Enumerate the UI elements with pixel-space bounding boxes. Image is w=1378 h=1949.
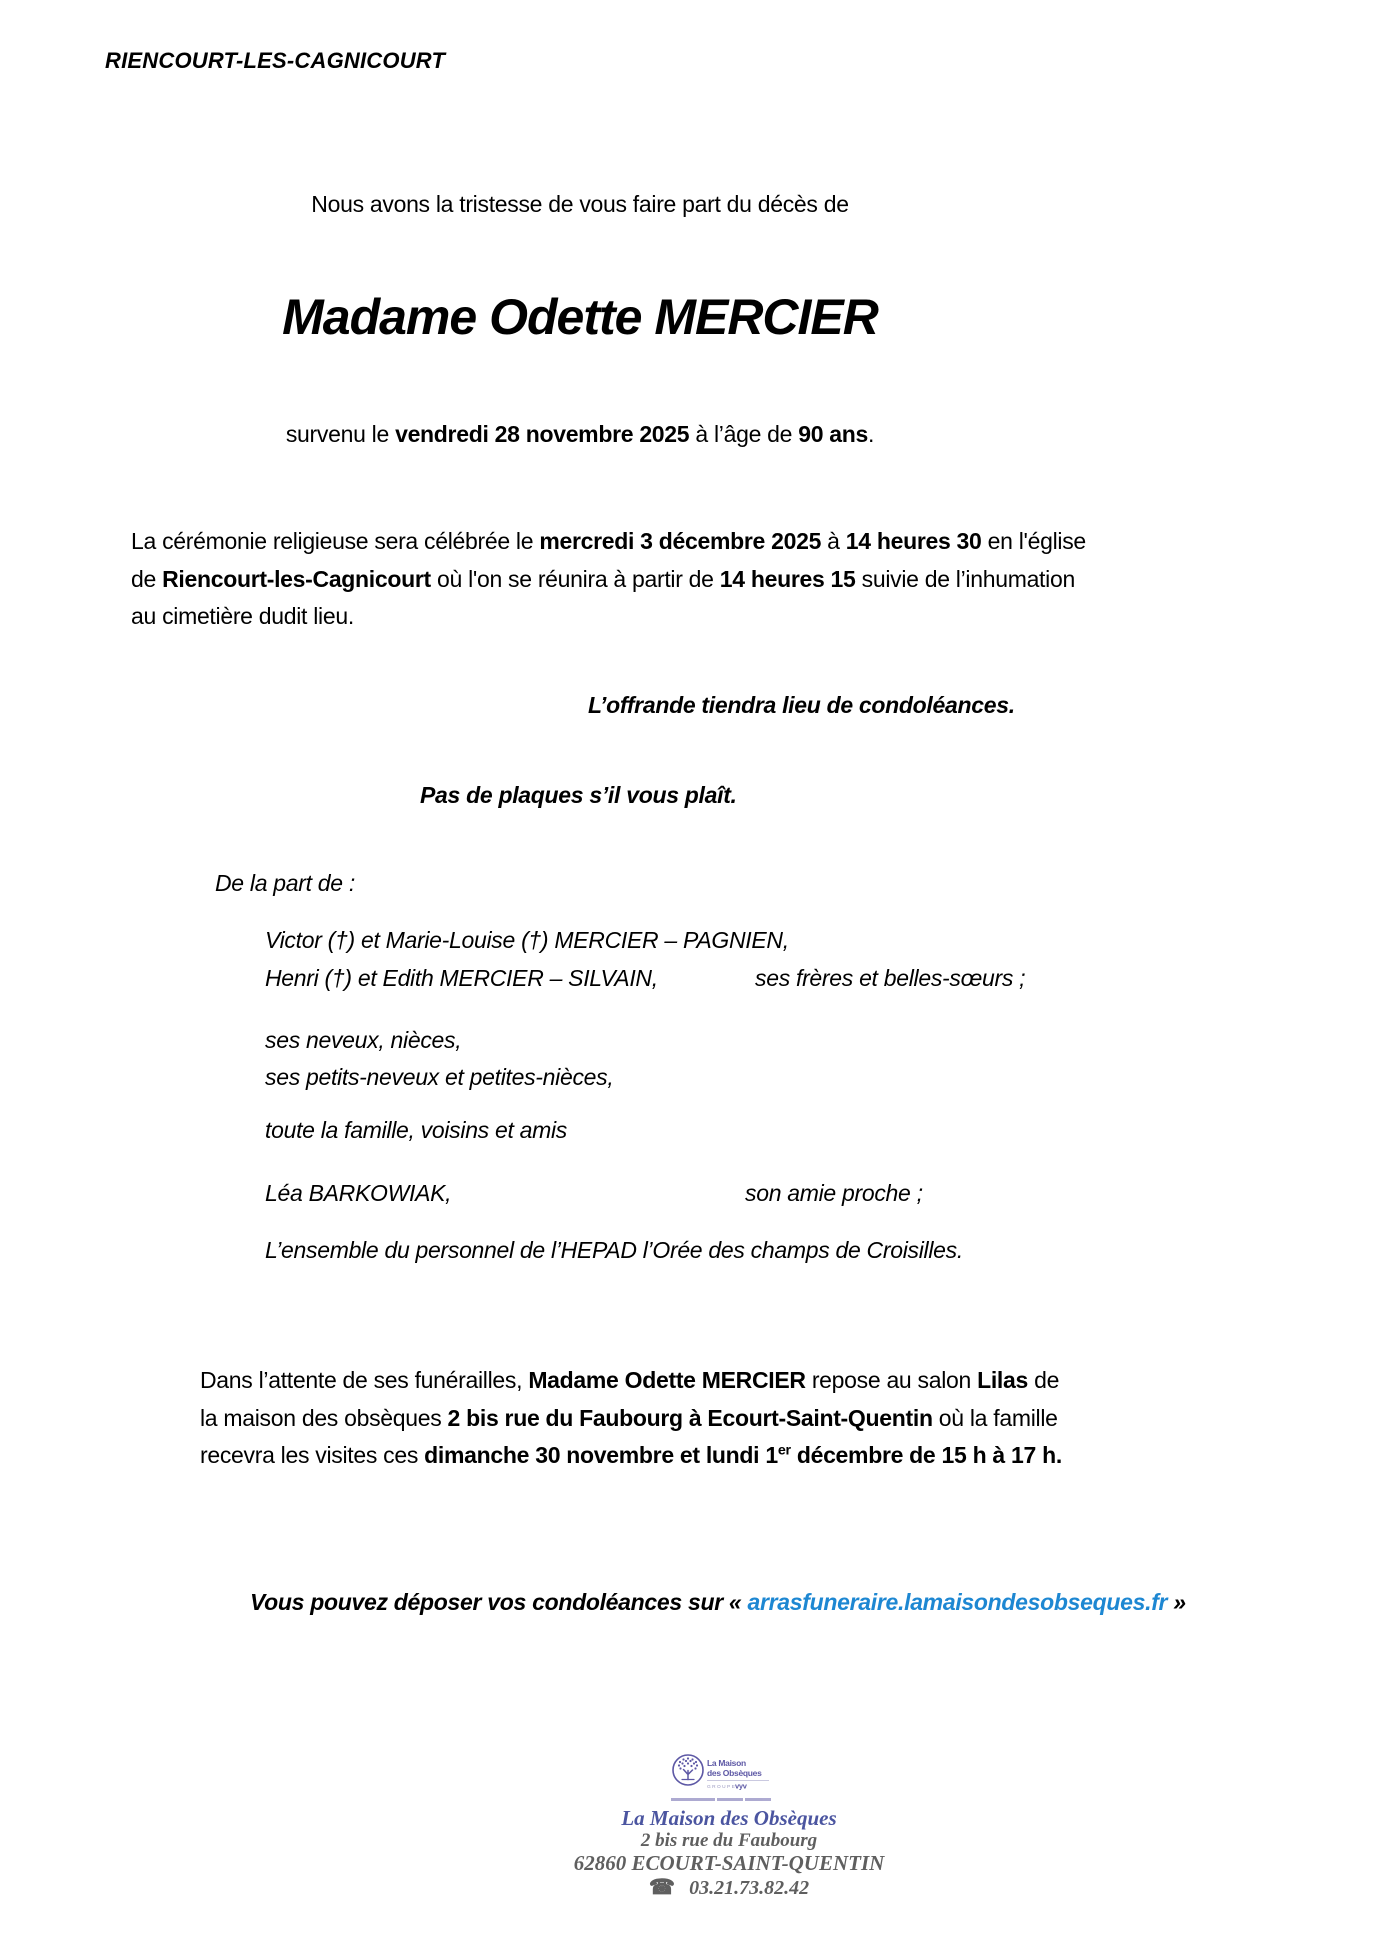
offrande-line: L’offrande tiendra lieu de condoléances.: [588, 692, 1015, 718]
logo-tagline: [671, 1798, 771, 1801]
condolences-website-link[interactable]: arrasfuneraire.lamaisondesobseques.fr: [747, 1589, 1168, 1615]
funeral-home-phone-line: [389, 1875, 1069, 1900]
funeral-home-street: 2 bis rue du Faubourg: [640, 1830, 818, 1851]
visitation-paragraph: Dans l’attente de ses funérailles, Madame Odette MERCIER repose au salon Lilas de la maison des obsèques 2 bis rue du Faubourg à Ecourt-Saint-Quentin où la famille recevra les visites ces dimanche 30 novembre et lundi 1er décembre de 15 h à 17 h.: [200, 1367, 1062, 1468]
funeral-home-footer: [389, 1806, 1069, 1900]
ceremony-paragraph: La cérémonie religieuse sera célébrée le mercredi 3 décembre 2025 à 14 heures 30 en l'église de Riencourt-les-Cagnicourt où l'on se réunira à partir de 14 heures 15 suivie de l’inhumation au cimetière dudit lieu.: [131, 528, 1086, 629]
condolences-line: Vous pouvez déposer vos condoléances sur « arrasfuneraire.lamaisondesobseques.fr »: [250, 1589, 1186, 1615]
family-line-neveux: ses neveux, nièces,: [265, 1027, 462, 1053]
logo-text-line2: des Obsèques: [707, 1768, 762, 1778]
logo-text-line1: La Maison: [707, 1758, 746, 1768]
family-line-henri: Henri (†) et Edith MERCIER – SILVAIN,: [265, 965, 658, 991]
family-line-petits-neveux: ses petits-neveux et petites-nièces,: [265, 1064, 614, 1090]
family-line-victor: Victor (†) et Marie-Louise (†) MERCIER – PAGNIEN,: [265, 927, 789, 953]
de-la-part-label: De la part de :: [215, 870, 355, 896]
logo-group-label: GROUPE: [707, 1785, 737, 1790]
intro-line: Nous avons la tristesse de vous faire part du décès de: [311, 191, 849, 217]
commune-header: RIENCOURT-LES-CAGNICOURT: [105, 48, 446, 73]
logo-brand-vyv: vyv: [735, 1781, 747, 1791]
family-line-lea: Léa BARKOWIAK,: [265, 1180, 452, 1206]
phone-icon: ☎: [648, 1875, 676, 1899]
funeral-home-name: La Maison des Obsèques: [621, 1806, 837, 1830]
family-line-personnel: L’ensemble du personnel de l’HEPAD l’Orée des champs de Croisilles.: [265, 1237, 963, 1263]
plaques-line: Pas de plaques s’il vous plaît.: [420, 782, 737, 808]
logo-tree-emblem: [673, 1755, 703, 1785]
family-relation-friend: son amie proche ;: [745, 1180, 923, 1206]
maison-obseques-logo: [667, 1750, 777, 1810]
family-relation-siblings: ses frères et belles-sœurs ;: [755, 965, 1026, 991]
death-date-line: survenu le vendredi 28 novembre 2025 à l’âge de 90 ans.: [285, 421, 875, 447]
logo-graphic: [667, 1750, 777, 1804]
funeral-home-city: 62860 ECOURT-SAINT-QUENTIN: [573, 1851, 885, 1875]
family-line-famille: toute la famille, voisins et amis: [265, 1117, 568, 1143]
deceased-name: Madame Odette MERCIER: [282, 289, 878, 345]
phone-number: 03.21.73.82.42: [689, 1877, 810, 1899]
